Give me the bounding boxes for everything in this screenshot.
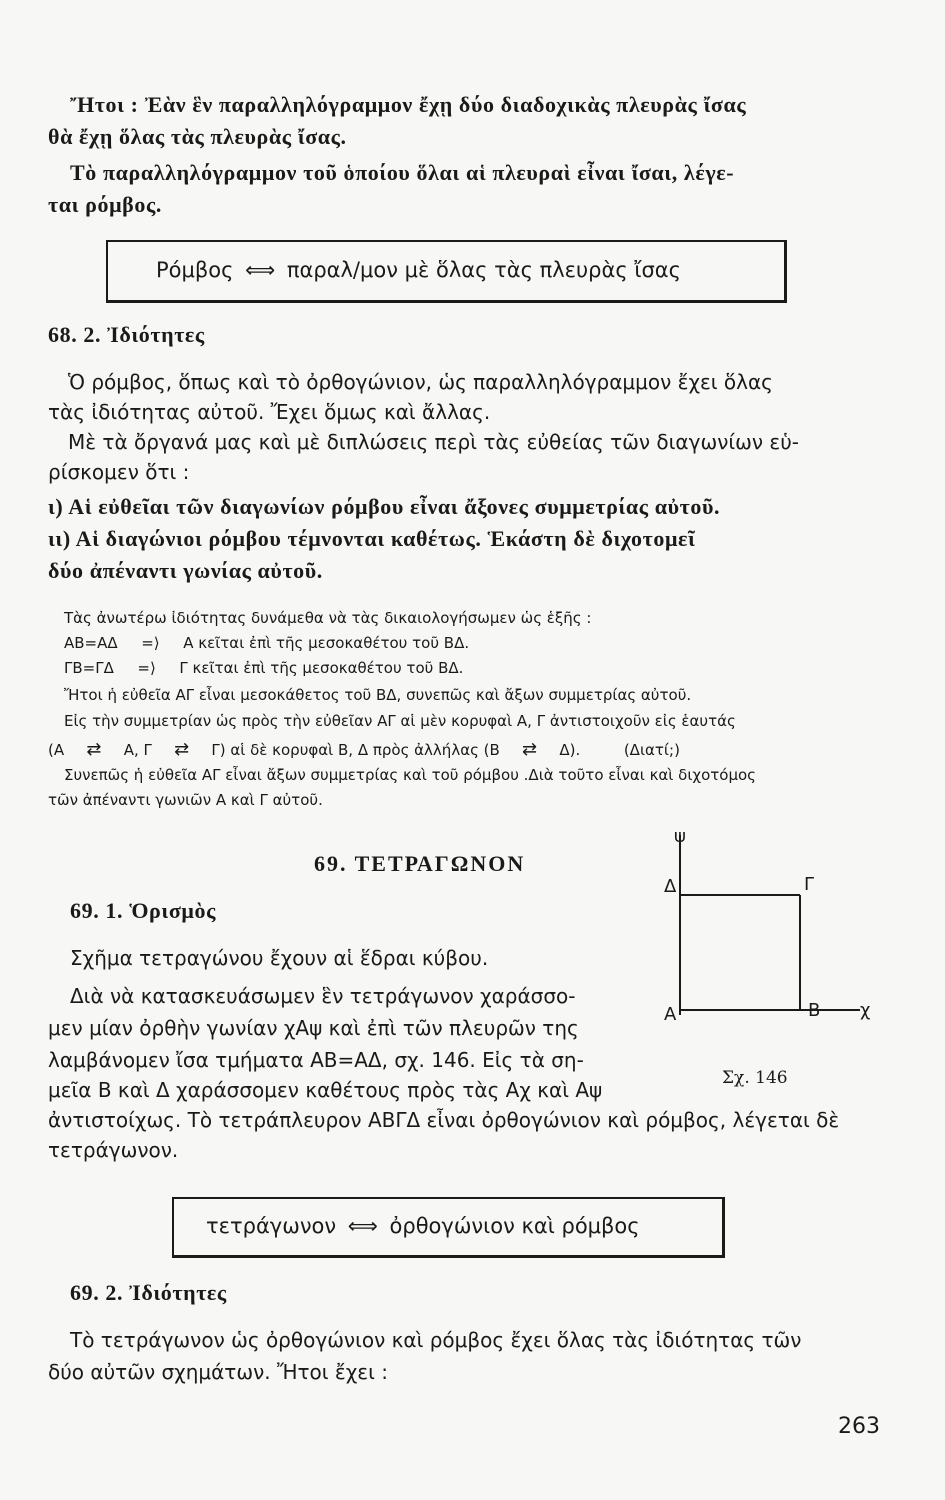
section-68-2-title: 68. 2. Ἰδιότητες bbox=[48, 322, 205, 347]
property-ii-line-1: ιι) Αἱ διαγώνιοι ρόμβου τέμνονται καθέτως. Ἑκάστη δὲ διχοτομεῖ bbox=[48, 526, 696, 551]
box2-left: τετράγωνον bbox=[206, 1214, 337, 1238]
p-square-properties-2: δύο αὐτῶν σχημάτων. Ἤτοι ἔχει : bbox=[48, 1360, 388, 1384]
label-psi: ψ bbox=[674, 826, 686, 847]
p-construct-2: μεν μίαν ὀρθὴν γωνίαν χΑψ καὶ ἐπὶ τῶν πλευρῶν της bbox=[48, 1016, 579, 1040]
box1-right: παραλ/μον μὲ ὅλας τὰς πλευρὰς ἴσας bbox=[286, 258, 681, 282]
proof-line-2: ΑΒ=ΑΔ =⟩ Α κεῖται ἐπὶ τῆς μεσοκαθέτου τοῦ ΒΔ. bbox=[64, 634, 470, 652]
label-gamma: Γ bbox=[804, 874, 815, 895]
intro-line-1: Ἤτοι : Ἐὰν ἓν παραλληλόγραμμον ἔχῃ δύο διαδοχικὰς πλευρὰς ἴσας bbox=[70, 92, 747, 117]
p-construct-6: τετράγωνον. bbox=[48, 1138, 179, 1162]
proof-line-5: Εἰς τὴν συμμετρίαν ὡς πρὸς τὴν εὐθεῖαν ΑΓ αἱ μὲν κορυφαὶ Α, Γ ἀντιστοιχοῦν εἰς ἑαυτάς bbox=[64, 712, 736, 730]
label-delta: Δ bbox=[664, 876, 677, 897]
p-construct-3: λαμβάνομεν ἴσα τμήματα ΑΒ=ΑΔ, σχ. 146. Εἰς τὰ ση- bbox=[48, 1048, 584, 1072]
proof-line-7: Συνεπῶς ἡ εὐθεῖα ΑΓ εἶναι ἄξων συμμετρίας καὶ τοῦ ρόμβου .Διὰ τοῦτο εἶναι καὶ διχοτόμος bbox=[64, 766, 756, 784]
p-construct-5: ἀντιστοίχως. Τὸ τετράπλευρον ΑΒΓΔ εἶναι ὀρθογώνιον καὶ ρόμβος, λέγεται δὲ bbox=[48, 1108, 840, 1132]
label-beta: Β bbox=[808, 1000, 821, 1021]
p1-line-2: τὰς ἰδιότητας αὐτοῦ. Ἔχει ὅμως καὶ ἄλλας. bbox=[48, 400, 491, 424]
square-definition-box bbox=[172, 1197, 725, 1258]
p2-line-2: ρίσκομεν ὅτι : bbox=[48, 460, 190, 484]
p-square-intro: Σχῆμα τετραγώνου ἔχουν αἱ ἕδραι κύβου. bbox=[70, 946, 489, 970]
section-69-heading: 69. ΤΕΤΡΑΓΩΝΟΝ bbox=[314, 851, 526, 876]
rhombus-definition-box bbox=[106, 240, 787, 303]
square-figure-146 bbox=[660, 825, 890, 1025]
box2-right: ὀρθογώνιον καὶ ρόμβος bbox=[389, 1214, 640, 1238]
proof-line-4: Ἤτοι ἡ εὐθεῖα ΑΓ εἶναι μεσοκάθετος τοῦ ΒΔ, συνεπῶς καὶ ἄξων συμμετρίας αὐτοῦ. bbox=[64, 686, 692, 704]
p-construct-1: Διὰ νὰ κατασκευάσωμεν ἓν τετράγωνον χαράσσο- bbox=[70, 984, 576, 1008]
p2-line-1: Μὲ τὰ ὄργανά μας καὶ μὲ διπλώσεις περὶ τὰς εὐθείας τῶν διαγωνίων εὑ- bbox=[68, 430, 800, 454]
figure-caption: Σχ. 146 bbox=[722, 1068, 788, 1088]
correspondence-arrow-icon: ⇄ bbox=[174, 739, 190, 760]
box1-left: Ρόμβος bbox=[156, 258, 234, 282]
page-number: 263 bbox=[838, 1414, 880, 1439]
proof-line-3: ΓΒ=ΓΔ =⟩ Γ κεῖται ἐπὶ τῆς μεσοκαθέτου τοῦ ΒΔ. bbox=[64, 659, 464, 677]
property-i: ι) Αἱ εὐθεῖαι τῶν διαγωνίων ρόμβου εἶναι ἄξονες συμμετρίας αὐτοῦ. bbox=[48, 494, 721, 519]
section-69-2-title: 69. 2. Ἰδιότητες bbox=[70, 1280, 227, 1305]
proof-line-6: (Α ⇄ Α, Γ ⇄ Γ) αἱ δὲ κορυφαὶ Β, Δ πρὸς ἀλλήλας (Β ⇄ Δ). (Διατί;) bbox=[48, 739, 680, 760]
section-69-1-title: 69. 1. Ὁρισμὸς bbox=[70, 898, 216, 923]
double-arrow-icon: ⟺ bbox=[245, 258, 276, 282]
double-arrow-icon: ⟺ bbox=[347, 1214, 378, 1238]
property-ii-line-2: δύο ἀπέναντι γωνίας αὐτοῦ. bbox=[48, 558, 323, 583]
label-alpha: Α bbox=[664, 1004, 677, 1025]
proof-line-1: Τὰς ἀνωτέρω ἰδιότητας δυνάμεθα νὰ τὰς δικαιολογήσωμεν ὡς ἑξῆς : bbox=[64, 609, 592, 627]
p1-line-1: Ὁ ρόμβος, ὅπως καὶ τὸ ὀρθογώνιον, ὡς παραλληλόγραμμον ἔχει ὅλας bbox=[68, 370, 773, 394]
p-square-properties-1: Τὸ τετράγωνον ὡς ὀρθογώνιον καὶ ρόμβος ἔχει ὅλας τὰς ἰδιότητας τῶν bbox=[70, 1328, 802, 1352]
label-chi: χ bbox=[860, 1000, 871, 1021]
p-construct-4: μεῖα Β καὶ Δ χαράσσομεν καθέτους πρὸς τὰς Αχ καὶ Αψ bbox=[48, 1078, 603, 1102]
intro-line-2: θὰ ἔχῃ ὅλας τὰς πλευρὰς ἴσας. bbox=[48, 124, 347, 149]
intro-line-4: ται ρόμβος. bbox=[48, 192, 162, 217]
intro-line-3: Τὸ παραλληλόγραμμον τοῦ ὁποίου ὅλαι αἱ πλευραὶ εἶναι ἴσαι, λέγε- bbox=[70, 160, 735, 185]
proof-line-8: τῶν ἀπέναντι γωνιῶν Α καὶ Γ αὐτοῦ. bbox=[48, 791, 323, 809]
correspondence-arrow-icon: ⇄ bbox=[522, 739, 538, 760]
correspondence-arrow-icon: ⇄ bbox=[86, 739, 102, 760]
